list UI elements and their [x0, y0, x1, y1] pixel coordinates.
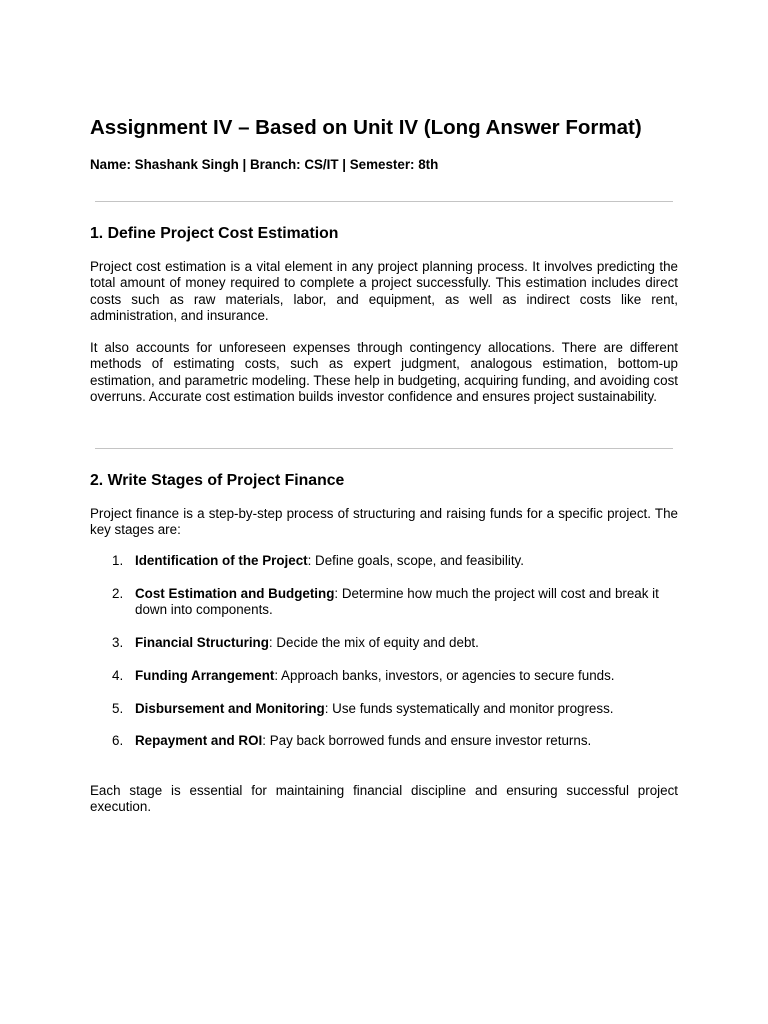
- stage-term: Repayment and ROI: [135, 733, 263, 749]
- section-2-heading: 2. Write Stages of Project Finance: [90, 472, 345, 489]
- stage-term: Disbursement and Monitoring: [135, 700, 325, 716]
- stage-number: 2.: [112, 585, 124, 601]
- stage-term: Funding Arrangement: [135, 667, 275, 683]
- stage-term: Identification of the Project: [135, 553, 308, 568]
- stage-description: : Determine how much the project will cost and break it down into components.: [135, 585, 659, 618]
- stage-term: Cost Estimation and Budgeting: [135, 585, 335, 601]
- section-1-paragraph-2: It also accounts for unforeseen expenses through contingency allocations. There are different methods of estimating costs, such as expert judgment, analogous estimation, bottom-up estimation, and parametric modeling. These help in budgeting, acquiring funding, and avoiding cost overruns. Accurate cost estimation builds investor confidence and ensures project sustainability.: [90, 340, 678, 405]
- stage-term: Financial Structuring: [135, 635, 269, 650]
- stage-description: : Decide the mix of equity and debt.: [268, 635, 479, 650]
- stage-description: : Pay back borrowed funds and ensure investor returns.: [262, 733, 592, 749]
- section-divider: [95, 201, 673, 202]
- stage-description: : Define goals, scope, and feasibility.: [307, 553, 524, 568]
- document-title: Assignment IV – Based on Unit IV (Long Answer Format): [90, 116, 642, 139]
- student-info-line: Name: Shashank Singh | Branch: CS/IT | Semester: 8th: [90, 157, 439, 172]
- stage-item: [90, 553, 678, 569]
- stage-description: : Use funds systematically and monitor progress.: [324, 700, 614, 716]
- stages-list: [90, 553, 678, 766]
- stage-item: [90, 733, 678, 749]
- section-2-intro: Project finance is a step-by-step process of structuring and raising funds for a specific project. The key stages are:: [90, 506, 678, 538]
- section-1-heading: 1. Define Project Cost Estimation: [90, 225, 339, 242]
- stage-number: 1.: [112, 553, 124, 568]
- section-divider: [95, 448, 673, 449]
- stage-item: [90, 668, 678, 684]
- section-1-paragraph-1: Project cost estimation is a vital element in any project planning process. It involves predicting the total amount of money required to complete a project successfully. This estimation includes direct costs such as raw materials, labor, and equipment, as well as indirect costs like rent, administration, and insurance.: [90, 259, 678, 324]
- stage-item: [90, 635, 678, 651]
- stage-item: [90, 586, 678, 619]
- stage-item: [90, 701, 678, 717]
- section-2-conclusion: Each stage is essential for maintaining financial discipline and ensuring successful project execution.: [90, 783, 678, 815]
- stage-description: : Approach banks, investors, or agencies to secure funds.: [274, 667, 615, 683]
- stage-number: 5.: [112, 700, 124, 716]
- stage-number: 6.: [112, 733, 124, 749]
- stage-number: 3.: [112, 635, 124, 650]
- stage-number: 4.: [112, 667, 124, 683]
